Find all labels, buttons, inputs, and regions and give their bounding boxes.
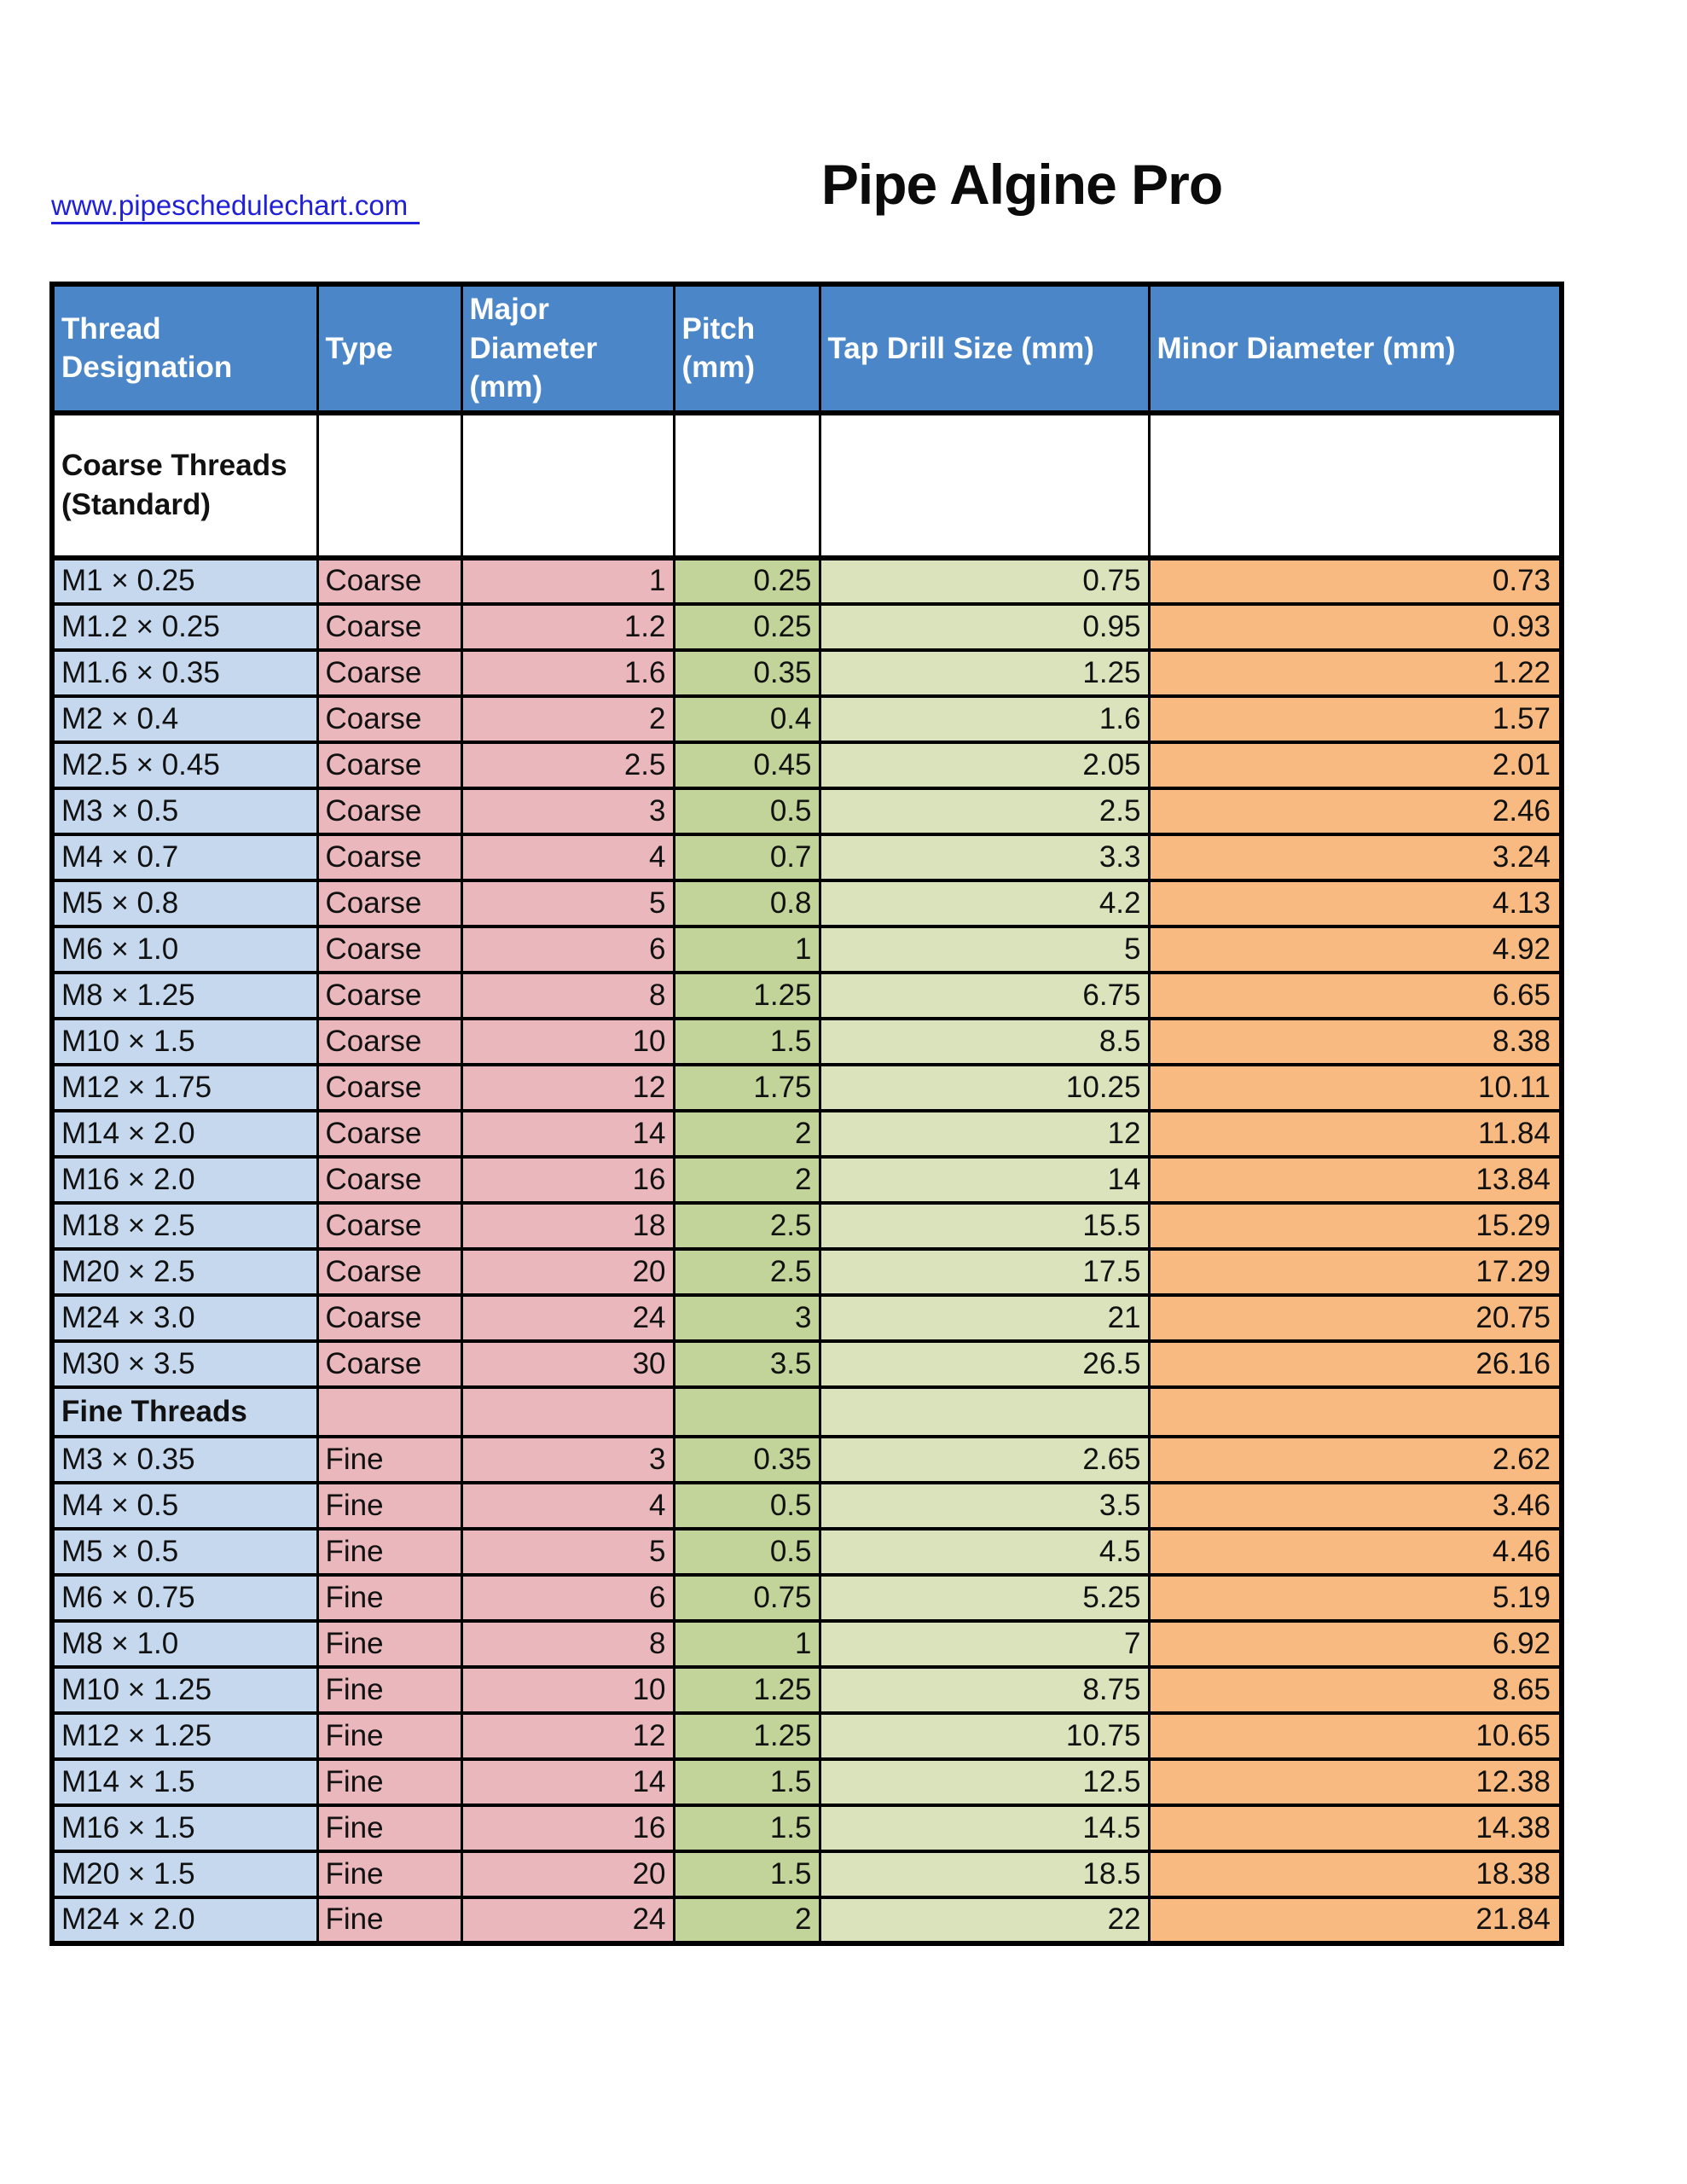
cell-major-diameter: 10 bbox=[461, 1019, 674, 1065]
cell-tap-drill-size: 1.6 bbox=[820, 696, 1149, 742]
cell-tap-drill-size: 10.25 bbox=[820, 1065, 1149, 1111]
cell-minor-diameter: 17.29 bbox=[1149, 1249, 1562, 1295]
cell-thread-designation: M18 × 2.5 bbox=[52, 1203, 317, 1249]
table-row bbox=[52, 1897, 1562, 1943]
cell-minor-diameter: 1.22 bbox=[1149, 650, 1562, 696]
cell-minor-diameter: 21.84 bbox=[1149, 1897, 1562, 1943]
cell-minor-diameter: 8.38 bbox=[1149, 1019, 1562, 1065]
section-label: Coarse Threads (Standard) bbox=[52, 413, 317, 558]
cell-type: Fine bbox=[317, 1851, 461, 1897]
table-row bbox=[52, 1295, 1562, 1341]
cell-minor-diameter: 4.13 bbox=[1149, 880, 1562, 926]
cell-pitch: 0.25 bbox=[674, 604, 820, 650]
cell-tap-drill-size: 4.5 bbox=[820, 1529, 1149, 1575]
table-row bbox=[52, 1341, 1562, 1387]
cell-type: Fine bbox=[317, 1759, 461, 1805]
cell-type: Coarse bbox=[317, 1203, 461, 1249]
cell-thread-designation: M14 × 1.5 bbox=[52, 1759, 317, 1805]
cell-tap-drill-size: 2.5 bbox=[820, 788, 1149, 834]
cell-pitch: 0.35 bbox=[674, 1437, 820, 1483]
table-row bbox=[52, 1019, 1562, 1065]
cell-minor-diameter: 26.16 bbox=[1149, 1341, 1562, 1387]
cell-minor-diameter: 11.84 bbox=[1149, 1111, 1562, 1157]
cell-tap-drill-size: 21 bbox=[820, 1295, 1149, 1341]
cell-thread-designation: M6 × 0.75 bbox=[52, 1575, 317, 1621]
cell-pitch: 2 bbox=[674, 1111, 820, 1157]
cell-pitch: 0.5 bbox=[674, 788, 820, 834]
cell-type: Coarse bbox=[317, 973, 461, 1019]
cell-minor-diameter: 1.57 bbox=[1149, 696, 1562, 742]
cell-pitch: 2.5 bbox=[674, 1249, 820, 1295]
cell-minor-diameter: 20.75 bbox=[1149, 1295, 1562, 1341]
cell-pitch: 1.25 bbox=[674, 1713, 820, 1759]
cell-minor-diameter: 2.01 bbox=[1149, 742, 1562, 788]
section-empty-cell bbox=[1149, 413, 1562, 558]
cell-tap-drill-size: 12.5 bbox=[820, 1759, 1149, 1805]
cell-type: Coarse bbox=[317, 1019, 461, 1065]
cell-tap-drill-size: 0.75 bbox=[820, 558, 1149, 604]
thread-chart-table bbox=[49, 282, 1564, 1946]
cell-type: Coarse bbox=[317, 1249, 461, 1295]
cell-type: Fine bbox=[317, 1575, 461, 1621]
section-empty-cell bbox=[461, 413, 674, 558]
cell-type: Fine bbox=[317, 1437, 461, 1483]
cell-pitch: 1.5 bbox=[674, 1851, 820, 1897]
cell-type: Coarse bbox=[317, 926, 461, 973]
cell-tap-drill-size: 26.5 bbox=[820, 1341, 1149, 1387]
thread-chart-table-container bbox=[49, 282, 1564, 1946]
cell-major-diameter: 3 bbox=[461, 1437, 674, 1483]
table-row bbox=[52, 1065, 1562, 1111]
cell-tap-drill-size: 14.5 bbox=[820, 1805, 1149, 1851]
cell-major-diameter: 6 bbox=[461, 926, 674, 973]
table-row bbox=[52, 604, 1562, 650]
cell-tap-drill-size: 6.75 bbox=[820, 973, 1149, 1019]
cell-major-diameter: 3 bbox=[461, 788, 674, 834]
cell-tap-drill-size: 2.65 bbox=[820, 1437, 1149, 1483]
cell-major-diameter: 8 bbox=[461, 1621, 674, 1667]
column-header-thread-designation: Thread Designation bbox=[52, 284, 317, 413]
table-row bbox=[52, 973, 1562, 1019]
cell-major-diameter: 18 bbox=[461, 1203, 674, 1249]
cell-major-diameter: 12 bbox=[461, 1065, 674, 1111]
cell-tap-drill-size: 1.25 bbox=[820, 650, 1149, 696]
cell-major-diameter: 10 bbox=[461, 1667, 674, 1713]
cell-pitch: 3.5 bbox=[674, 1341, 820, 1387]
cell-tap-drill-size: 10.75 bbox=[820, 1713, 1149, 1759]
table-row bbox=[52, 1249, 1562, 1295]
cell-tap-drill-size: 8.75 bbox=[820, 1667, 1149, 1713]
cell-major-diameter: 4 bbox=[461, 1483, 674, 1529]
cell-thread-designation: M12 × 1.75 bbox=[52, 1065, 317, 1111]
cell-tap-drill-size: 2.05 bbox=[820, 742, 1149, 788]
cell-minor-diameter: 3.46 bbox=[1149, 1483, 1562, 1529]
cell-type: Coarse bbox=[317, 1111, 461, 1157]
cell-major-diameter: 5 bbox=[461, 1529, 674, 1575]
cell-minor-diameter: 0.73 bbox=[1149, 558, 1562, 604]
cell-thread-designation: M2 × 0.4 bbox=[52, 696, 317, 742]
table-row bbox=[52, 1483, 1562, 1529]
cell-type: Coarse bbox=[317, 880, 461, 926]
cell-major-diameter: 2 bbox=[461, 696, 674, 742]
cell-minor-diameter: 18.38 bbox=[1149, 1851, 1562, 1897]
cell-minor-diameter: 10.65 bbox=[1149, 1713, 1562, 1759]
cell-tap-drill-size: 12 bbox=[820, 1111, 1149, 1157]
cell-minor-diameter: 13.84 bbox=[1149, 1157, 1562, 1203]
cell-pitch: 1.5 bbox=[674, 1759, 820, 1805]
table-row bbox=[52, 1111, 1562, 1157]
cell-pitch: 2 bbox=[674, 1897, 820, 1943]
cell-major-diameter: 16 bbox=[461, 1805, 674, 1851]
cell-tap-drill-size: 18.5 bbox=[820, 1851, 1149, 1897]
cell-minor-diameter: 4.46 bbox=[1149, 1529, 1562, 1575]
cell-tap-drill-size: 5 bbox=[820, 926, 1149, 973]
cell-minor-diameter: 4.92 bbox=[1149, 926, 1562, 973]
cell-minor-diameter: 15.29 bbox=[1149, 1203, 1562, 1249]
cell-major-diameter: 2.5 bbox=[461, 742, 674, 788]
cell-type: Coarse bbox=[317, 788, 461, 834]
cell-thread-designation: M14 × 2.0 bbox=[52, 1111, 317, 1157]
cell-thread-designation: M3 × 0.35 bbox=[52, 1437, 317, 1483]
cell-thread-designation: M8 × 1.0 bbox=[52, 1621, 317, 1667]
cell-type: Coarse bbox=[317, 742, 461, 788]
cell-pitch: 1 bbox=[674, 1621, 820, 1667]
cell-type: Fine bbox=[317, 1667, 461, 1713]
column-header-major-diameter: Major Diameter (mm) bbox=[461, 284, 674, 413]
section-empty-cell bbox=[674, 413, 820, 558]
table-row bbox=[52, 1759, 1562, 1805]
table-header-row bbox=[52, 284, 1562, 413]
cell-minor-diameter: 5.19 bbox=[1149, 1575, 1562, 1621]
cell-major-diameter: 1.6 bbox=[461, 650, 674, 696]
section-row bbox=[52, 413, 1562, 558]
table-row bbox=[52, 1805, 1562, 1851]
cell-type: Coarse bbox=[317, 834, 461, 880]
section-empty-cell bbox=[820, 1387, 1149, 1437]
table-row bbox=[52, 926, 1562, 973]
column-header-pitch: Pitch (mm) bbox=[674, 284, 820, 413]
cell-thread-designation: M3 × 0.5 bbox=[52, 788, 317, 834]
cell-major-diameter: 24 bbox=[461, 1897, 674, 1943]
cell-type: Fine bbox=[317, 1805, 461, 1851]
cell-major-diameter: 30 bbox=[461, 1341, 674, 1387]
table-row bbox=[52, 1621, 1562, 1667]
cell-thread-designation: M6 × 1.0 bbox=[52, 926, 317, 973]
cell-tap-drill-size: 0.95 bbox=[820, 604, 1149, 650]
cell-pitch: 1.5 bbox=[674, 1019, 820, 1065]
cell-tap-drill-size: 14 bbox=[820, 1157, 1149, 1203]
cell-tap-drill-size: 22 bbox=[820, 1897, 1149, 1943]
table-row bbox=[52, 1713, 1562, 1759]
section-empty-cell bbox=[317, 1387, 461, 1437]
section-empty-cell bbox=[674, 1387, 820, 1437]
cell-thread-designation: M1.6 × 0.35 bbox=[52, 650, 317, 696]
cell-minor-diameter: 12.38 bbox=[1149, 1759, 1562, 1805]
cell-pitch: 3 bbox=[674, 1295, 820, 1341]
cell-minor-diameter: 3.24 bbox=[1149, 834, 1562, 880]
cell-type: Coarse bbox=[317, 1341, 461, 1387]
cell-tap-drill-size: 8.5 bbox=[820, 1019, 1149, 1065]
cell-major-diameter: 14 bbox=[461, 1111, 674, 1157]
table-row bbox=[52, 1157, 1562, 1203]
cell-thread-designation: M20 × 2.5 bbox=[52, 1249, 317, 1295]
cell-minor-diameter: 0.93 bbox=[1149, 604, 1562, 650]
cell-major-diameter: 1 bbox=[461, 558, 674, 604]
table-row bbox=[52, 1575, 1562, 1621]
cell-major-diameter: 20 bbox=[461, 1249, 674, 1295]
column-header-tap-drill-size: Tap Drill Size (mm) bbox=[820, 284, 1149, 413]
cell-thread-designation: M24 × 3.0 bbox=[52, 1295, 317, 1341]
cell-major-diameter: 24 bbox=[461, 1295, 674, 1341]
table-row bbox=[52, 834, 1562, 880]
section-label: Fine Threads bbox=[52, 1387, 317, 1437]
column-header-type: Type bbox=[317, 284, 461, 413]
cell-minor-diameter: 6.92 bbox=[1149, 1621, 1562, 1667]
cell-minor-diameter: 2.62 bbox=[1149, 1437, 1562, 1483]
cell-major-diameter: 6 bbox=[461, 1575, 674, 1621]
cell-type: Coarse bbox=[317, 604, 461, 650]
cell-thread-designation: M16 × 2.0 bbox=[52, 1157, 317, 1203]
cell-pitch: 1.25 bbox=[674, 973, 820, 1019]
table-row bbox=[52, 1851, 1562, 1897]
cell-thread-designation: M16 × 1.5 bbox=[52, 1805, 317, 1851]
section-empty-cell bbox=[820, 413, 1149, 558]
cell-minor-diameter: 6.65 bbox=[1149, 973, 1562, 1019]
cell-pitch: 2 bbox=[674, 1157, 820, 1203]
table-row bbox=[52, 1667, 1562, 1713]
cell-tap-drill-size: 17.5 bbox=[820, 1249, 1149, 1295]
cell-tap-drill-size: 5.25 bbox=[820, 1575, 1149, 1621]
cell-type: Coarse bbox=[317, 1157, 461, 1203]
cell-pitch: 0.45 bbox=[674, 742, 820, 788]
cell-thread-designation: M8 × 1.25 bbox=[52, 973, 317, 1019]
section-row bbox=[52, 1387, 1562, 1437]
cell-tap-drill-size: 7 bbox=[820, 1621, 1149, 1667]
cell-thread-designation: M5 × 0.8 bbox=[52, 880, 317, 926]
cell-pitch: 1.5 bbox=[674, 1805, 820, 1851]
table-row bbox=[52, 558, 1562, 604]
cell-minor-diameter: 8.65 bbox=[1149, 1667, 1562, 1713]
section-empty-cell bbox=[461, 1387, 674, 1437]
cell-type: Coarse bbox=[317, 558, 461, 604]
cell-pitch: 0.8 bbox=[674, 880, 820, 926]
cell-type: Fine bbox=[317, 1897, 461, 1943]
cell-thread-designation: M5 × 0.5 bbox=[52, 1529, 317, 1575]
column-header-minor-diameter: Minor Diameter (mm) bbox=[1149, 284, 1562, 413]
table-row bbox=[52, 880, 1562, 926]
cell-thread-designation: M1 × 0.25 bbox=[52, 558, 317, 604]
cell-thread-designation: M24 × 2.0 bbox=[52, 1897, 317, 1943]
cell-pitch: 0.75 bbox=[674, 1575, 820, 1621]
cell-thread-designation: M1.2 × 0.25 bbox=[52, 604, 317, 650]
cell-major-diameter: 1.2 bbox=[461, 604, 674, 650]
table-row bbox=[52, 788, 1562, 834]
cell-pitch: 0.7 bbox=[674, 834, 820, 880]
table-row bbox=[52, 650, 1562, 696]
cell-major-diameter: 5 bbox=[461, 880, 674, 926]
table-row bbox=[52, 742, 1562, 788]
cell-tap-drill-size: 3.5 bbox=[820, 1483, 1149, 1529]
cell-pitch: 1.25 bbox=[674, 1667, 820, 1713]
cell-pitch: 0.5 bbox=[674, 1529, 820, 1575]
cell-major-diameter: 12 bbox=[461, 1713, 674, 1759]
cell-major-diameter: 14 bbox=[461, 1759, 674, 1805]
cell-type: Coarse bbox=[317, 1065, 461, 1111]
cell-major-diameter: 20 bbox=[461, 1851, 674, 1897]
cell-type: Coarse bbox=[317, 696, 461, 742]
table-row bbox=[52, 1437, 1562, 1483]
cell-major-diameter: 8 bbox=[461, 973, 674, 1019]
cell-thread-designation: M2.5 × 0.45 bbox=[52, 742, 317, 788]
cell-pitch: 1 bbox=[674, 926, 820, 973]
cell-minor-diameter: 2.46 bbox=[1149, 788, 1562, 834]
cell-pitch: 0.4 bbox=[674, 696, 820, 742]
table-row bbox=[52, 696, 1562, 742]
cell-thread-designation: M10 × 1.5 bbox=[52, 1019, 317, 1065]
section-empty-cell bbox=[317, 413, 461, 558]
cell-pitch: 1.75 bbox=[674, 1065, 820, 1111]
cell-type: Fine bbox=[317, 1621, 461, 1667]
cell-pitch: 2.5 bbox=[674, 1203, 820, 1249]
cell-thread-designation: M30 × 3.5 bbox=[52, 1341, 317, 1387]
table-row bbox=[52, 1203, 1562, 1249]
website-link[interactable]: www.pipeschedulechart.com bbox=[51, 189, 420, 224]
cell-tap-drill-size: 3.3 bbox=[820, 834, 1149, 880]
cell-thread-designation: M20 × 1.5 bbox=[52, 1851, 317, 1897]
table-row bbox=[52, 1529, 1562, 1575]
cell-minor-diameter: 10.11 bbox=[1149, 1065, 1562, 1111]
cell-type: Coarse bbox=[317, 1295, 461, 1341]
cell-thread-designation: M4 × 0.7 bbox=[52, 834, 317, 880]
cell-tap-drill-size: 15.5 bbox=[820, 1203, 1149, 1249]
cell-tap-drill-size: 4.2 bbox=[820, 880, 1149, 926]
thread-table-body bbox=[52, 413, 1562, 1943]
cell-major-diameter: 16 bbox=[461, 1157, 674, 1203]
cell-thread-designation: M12 × 1.25 bbox=[52, 1713, 317, 1759]
cell-type: Fine bbox=[317, 1529, 461, 1575]
cell-type: Fine bbox=[317, 1713, 461, 1759]
cell-type: Fine bbox=[317, 1483, 461, 1529]
cell-minor-diameter: 14.38 bbox=[1149, 1805, 1562, 1851]
page-title: Pipe Algine Pro bbox=[820, 153, 1223, 216]
cell-pitch: 0.5 bbox=[674, 1483, 820, 1529]
section-empty-cell bbox=[1149, 1387, 1562, 1437]
cell-major-diameter: 4 bbox=[461, 834, 674, 880]
cell-pitch: 0.25 bbox=[674, 558, 820, 604]
cell-thread-designation: M4 × 0.5 bbox=[52, 1483, 317, 1529]
cell-type: Coarse bbox=[317, 650, 461, 696]
cell-thread-designation: M10 × 1.25 bbox=[52, 1667, 317, 1713]
cell-pitch: 0.35 bbox=[674, 650, 820, 696]
